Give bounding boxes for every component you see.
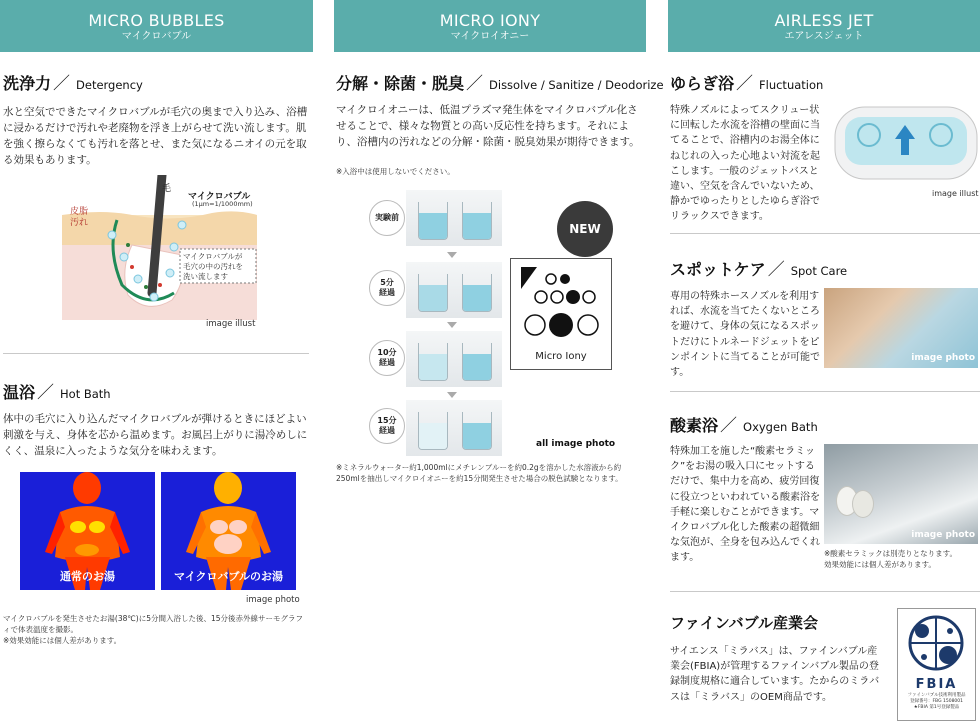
hot-bath-title-jp: 温浴: [3, 383, 36, 402]
micro-bubbles-column: [0, 0, 313, 52]
size-label: (1μm=1/1000mm): [192, 200, 253, 208]
spot-care-caption: image photo: [911, 353, 975, 363]
banner-title-jp: マイクロイオニー: [450, 31, 530, 42]
thermo-normal-label: 通常のお湯: [60, 570, 115, 583]
hot-bath-body: 体中の毛穴に入り込んだマイクロバブルが弾けるときにほどよい刺激を与え、身体を芯から温めます。お風呂上がりに湯冷めしにくく、温泉に入ったような気分を味わえます。: [3, 413, 308, 457]
bathtub-illustration: [833, 103, 979, 185]
oxygen-bath-heading: [670, 411, 818, 436]
beaker: [418, 343, 448, 381]
airless-jet-banner: [668, 0, 980, 52]
thermo-microbubble-label: マイクロバブルのお湯: [173, 570, 284, 583]
micro-iony-logo: [510, 258, 612, 370]
slash-divider: ／: [736, 74, 754, 94]
beaker: [418, 274, 448, 312]
dissolve-heading: [336, 69, 664, 94]
step-before-label: 実験前: [369, 200, 405, 236]
oxygen-bath-title-jp: 酸素浴: [670, 416, 719, 435]
oxygen-bath-title-en: Oxygen Bath: [743, 420, 818, 434]
beaker: [462, 343, 492, 381]
micro-iony-logo-mark: [511, 259, 611, 347]
down-arrow-icon: [447, 252, 457, 258]
detergency-body: 水と空気でできたマイクロバブルが毛穴の奥まで入り込み、浴槽に浸かるだけで汚れや老廃物を浮き上がらせて洗い流します。肌を強く擦らなくても汚れを落とせ、また気になるニオイの元を取る効果もあります。: [3, 106, 308, 166]
section-divider: [670, 391, 980, 392]
fbia-logo-text: FBIA: [915, 677, 958, 692]
thermography-microbubble: [161, 472, 296, 590]
beaker: [462, 274, 492, 312]
fine-bubble-body: サイエンス「ミラバス」は、ファインバブル産業会(FBIA)が管理するファインバブル製品の登録制度規格に適合しています。たからのミラバスは「ミラバス」のOEM商品です。: [670, 646, 880, 703]
all-image-photo-caption: all image photo: [536, 439, 616, 449]
fluctuation-heading: [670, 69, 823, 94]
detergency-heading: [3, 69, 143, 94]
micro-iony-banner: [334, 0, 646, 52]
dissolve-title-en: Dissolve / Sanitize / Deodorize: [489, 78, 664, 92]
detergency-title-jp: 洗浄力: [3, 74, 52, 93]
banner-title-jp: マイクロバブル: [121, 31, 192, 42]
illustration-callout: マイクロバブルが 毛穴の中の汚れを 洗い流します: [183, 252, 243, 281]
banner-title-en: AIRLESS JET: [774, 11, 874, 30]
oxygen-bath-body: 特殊加工を施した“酸素セラミック”をお湯の吸入口にセットするだけで、集中力を高め、疲労回復に役立つといわれている酸素浴を手軽に楽しむことができます。マイクロバブル化した酸素の超微細な気泡が、全身を包み込んでくれます。: [670, 446, 820, 564]
hair-label: 毛: [162, 184, 172, 194]
oxygen-bath-caption: image photo: [911, 530, 975, 540]
fluctuation-title-jp: ゆらぎ浴: [670, 74, 735, 93]
slash-divider: ／: [53, 74, 71, 94]
fluctuation-caption: image illust: [932, 189, 979, 198]
new-badge: NEW: [557, 201, 613, 257]
section-divider: [3, 353, 309, 354]
fine-bubble-title: ファインバブル産業会: [670, 614, 819, 632]
fluctuation-title-en: Fluctuation: [759, 78, 824, 92]
thermography-normal: [20, 472, 155, 590]
micro-iony-body: マイクロイオニーは、低温プラズマ発生体をマイクロバブル化させることで、様々な物質との高い反応性を持ちます。それにより、浴槽内の汚れなどの分解・除菌・脱臭効果が期待できます。: [336, 104, 640, 148]
thermography-footnote: マイクロバブルを発生させたお湯(38℃)に5分間入浴した後、15分後赤外線サーモグラフィで体表温度を撮影。 ※効果効能には個人差があります。: [3, 614, 304, 645]
illustration-caption: image illust: [206, 319, 256, 329]
microbubble-label: マイクロバブル: [188, 192, 251, 202]
spot-care-title-jp: スポットケア: [670, 260, 766, 279]
banner-title-en: MICRO BUBBLES: [88, 11, 225, 30]
down-arrow-icon: [447, 392, 457, 398]
slash-divider: ／: [466, 74, 484, 94]
step-photo-5min: [406, 262, 502, 318]
hot-bath-heading: [3, 378, 111, 403]
step-photo-before: [406, 190, 502, 246]
section-divider: [670, 233, 980, 234]
ceramic-disc: [852, 490, 874, 518]
beaker: [418, 202, 448, 240]
detergency-title-en: Detergency: [76, 78, 143, 92]
step-15min-label: 15分 経過: [369, 408, 405, 444]
thermography-caption: image photo: [246, 595, 300, 605]
slash-divider: ／: [767, 260, 785, 280]
micro-bubbles-banner: [0, 0, 313, 52]
fbia-logo-mark: [898, 609, 975, 677]
micro-iony-logo-text: Micro Iony: [535, 351, 587, 362]
banner-title-en: MICRO IONY: [439, 11, 541, 30]
dissolve-title-jp: 分解・除菌・脱臭: [336, 74, 465, 93]
step-5min-label: 5分 経過: [369, 270, 405, 306]
spot-care-body: 専用の特殊ホースノズルを利用すれば、水流を当てたくないところを避けて、身体の気になるスポットだけにトルネードジェットをピンポイントに当てることが可能です。: [670, 291, 820, 379]
beaker: [462, 412, 492, 450]
fbia-registration-text: ファインバブル技術利用製品 登録番号：FBG 1508001 ★FBIA 第1号登録製品: [907, 693, 966, 710]
airless-jet-column: [668, 0, 980, 52]
slash-divider: ／: [720, 416, 738, 436]
slash-divider: ／: [37, 383, 55, 403]
spot-care-photo: [824, 288, 978, 368]
fluctuation-body: 特殊ノズルによってスクリュー状に回転した水流を浴槽の壁面に当てることで、浴槽内のお湯全体にねじれの入った心地よい対流を起こします。一般のジェットバスと違い、空気を含んでいないため、静かでゆったりとしたゆらぎ浴でリラックスできます。: [670, 105, 820, 223]
step-photo-10min: [406, 331, 502, 387]
beaker: [418, 412, 448, 450]
spot-care-title-en: Spot Care: [790, 264, 848, 278]
micro-iony-footnote: ※ミネラルウォーター約1,000mlにメチレンブルーを約0.2gを溶かした水溶液から約250mlを抽出しマイクロイオニーを約15分間発生させた場合の脱色試験となります。: [336, 463, 623, 483]
banner-title-jp: エアレスジェット: [784, 31, 864, 42]
hot-bath-title-en: Hot Bath: [60, 387, 111, 401]
step-10min-label: 10分 経過: [369, 340, 405, 376]
oxygen-bath-photo: [824, 444, 978, 544]
fbia-certification-mark: [897, 608, 976, 721]
micro-iony-note: ※入浴中は使用しないでください。: [336, 167, 455, 176]
sebum-label: 皮脂 汚れ: [70, 207, 89, 228]
down-arrow-icon: [447, 322, 457, 328]
section-divider: [670, 591, 980, 592]
beaker: [462, 202, 492, 240]
spot-care-heading: [670, 255, 847, 280]
step-photo-15min: [406, 400, 502, 456]
oxygen-bath-note: ※酸素セラミックは別売りとなります。 効果効能には個人差があります。: [824, 549, 958, 569]
micro-iony-column: [334, 0, 646, 52]
